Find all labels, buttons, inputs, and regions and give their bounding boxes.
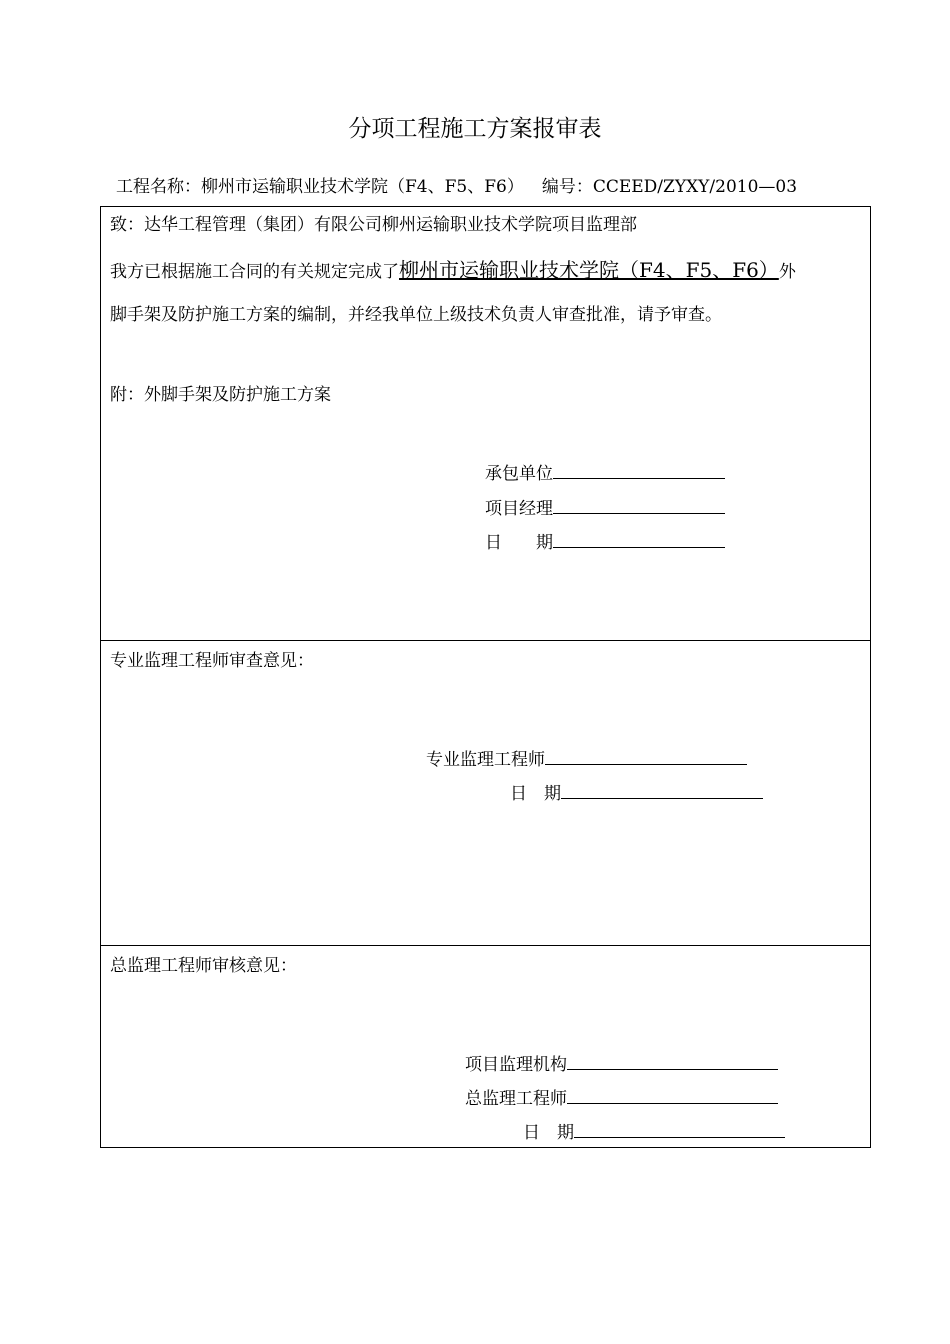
engineer-review-heading: 专业监理工程师审查意见： xyxy=(110,651,314,671)
contractor-signature-line[interactable] xyxy=(553,460,725,479)
statement-suffix: 外 xyxy=(778,262,796,282)
project-meta xyxy=(116,172,797,197)
chief-engineer-line[interactable] xyxy=(567,1085,778,1104)
statement-prefix: 我方已根据施工合同的有关规定完成了 xyxy=(110,262,399,282)
engineer-date-label: 日 期 xyxy=(510,784,561,804)
project-name-label: 工程名称：柳州市运输职业技术学院（F4、F5、F6） xyxy=(116,177,524,197)
attachment-line: 附：外脚手架及防护施工方案 xyxy=(110,385,331,405)
chief-engineer-label: 总监理工程师 xyxy=(465,1089,567,1109)
chief-date xyxy=(523,1118,785,1143)
submission-date-label: 日 期 xyxy=(485,533,553,553)
statement-project-name: 柳州市运输职业技术学院（F4、F5、F6） xyxy=(399,258,779,282)
submission-date xyxy=(485,528,725,553)
document-code: 编号：CCEED/ZYXY/2010—03 xyxy=(541,177,798,197)
chief-engineer-signature xyxy=(465,1084,778,1109)
addressee-line: 致：达华工程管理（集团）有限公司柳州运输职业技术学院项目监理部 xyxy=(110,215,637,235)
chief-date-line[interactable] xyxy=(574,1119,785,1138)
contractor-signature xyxy=(485,459,725,484)
chief-review-heading: 总监理工程师审核意见： xyxy=(110,956,297,976)
engineer-signature xyxy=(426,745,747,770)
supervision-org-line[interactable] xyxy=(567,1051,778,1070)
engineer-signature-line[interactable] xyxy=(545,746,747,765)
engineer-date xyxy=(510,779,763,804)
engineer-date-line[interactable] xyxy=(561,780,763,799)
statement-line-1 xyxy=(110,254,796,283)
statement-line-2: 脚手架及防护施工方案的编制，并经我单位上级技术负责人审查批准，请予审查。 xyxy=(110,305,722,325)
submission-date-line[interactable] xyxy=(553,529,725,548)
supervision-org-label: 项目监理机构 xyxy=(465,1055,567,1075)
manager-label: 项目经理 xyxy=(485,499,553,519)
manager-signature-line[interactable] xyxy=(553,495,725,514)
manager-signature xyxy=(485,494,725,519)
chief-date-label: 日 期 xyxy=(523,1123,574,1143)
supervision-org-signature xyxy=(465,1050,778,1075)
page-title: 分项工程施工方案报审表 xyxy=(348,116,602,142)
engineer-label: 专业监理工程师 xyxy=(426,750,545,770)
contractor-label: 承包单位 xyxy=(485,464,553,484)
